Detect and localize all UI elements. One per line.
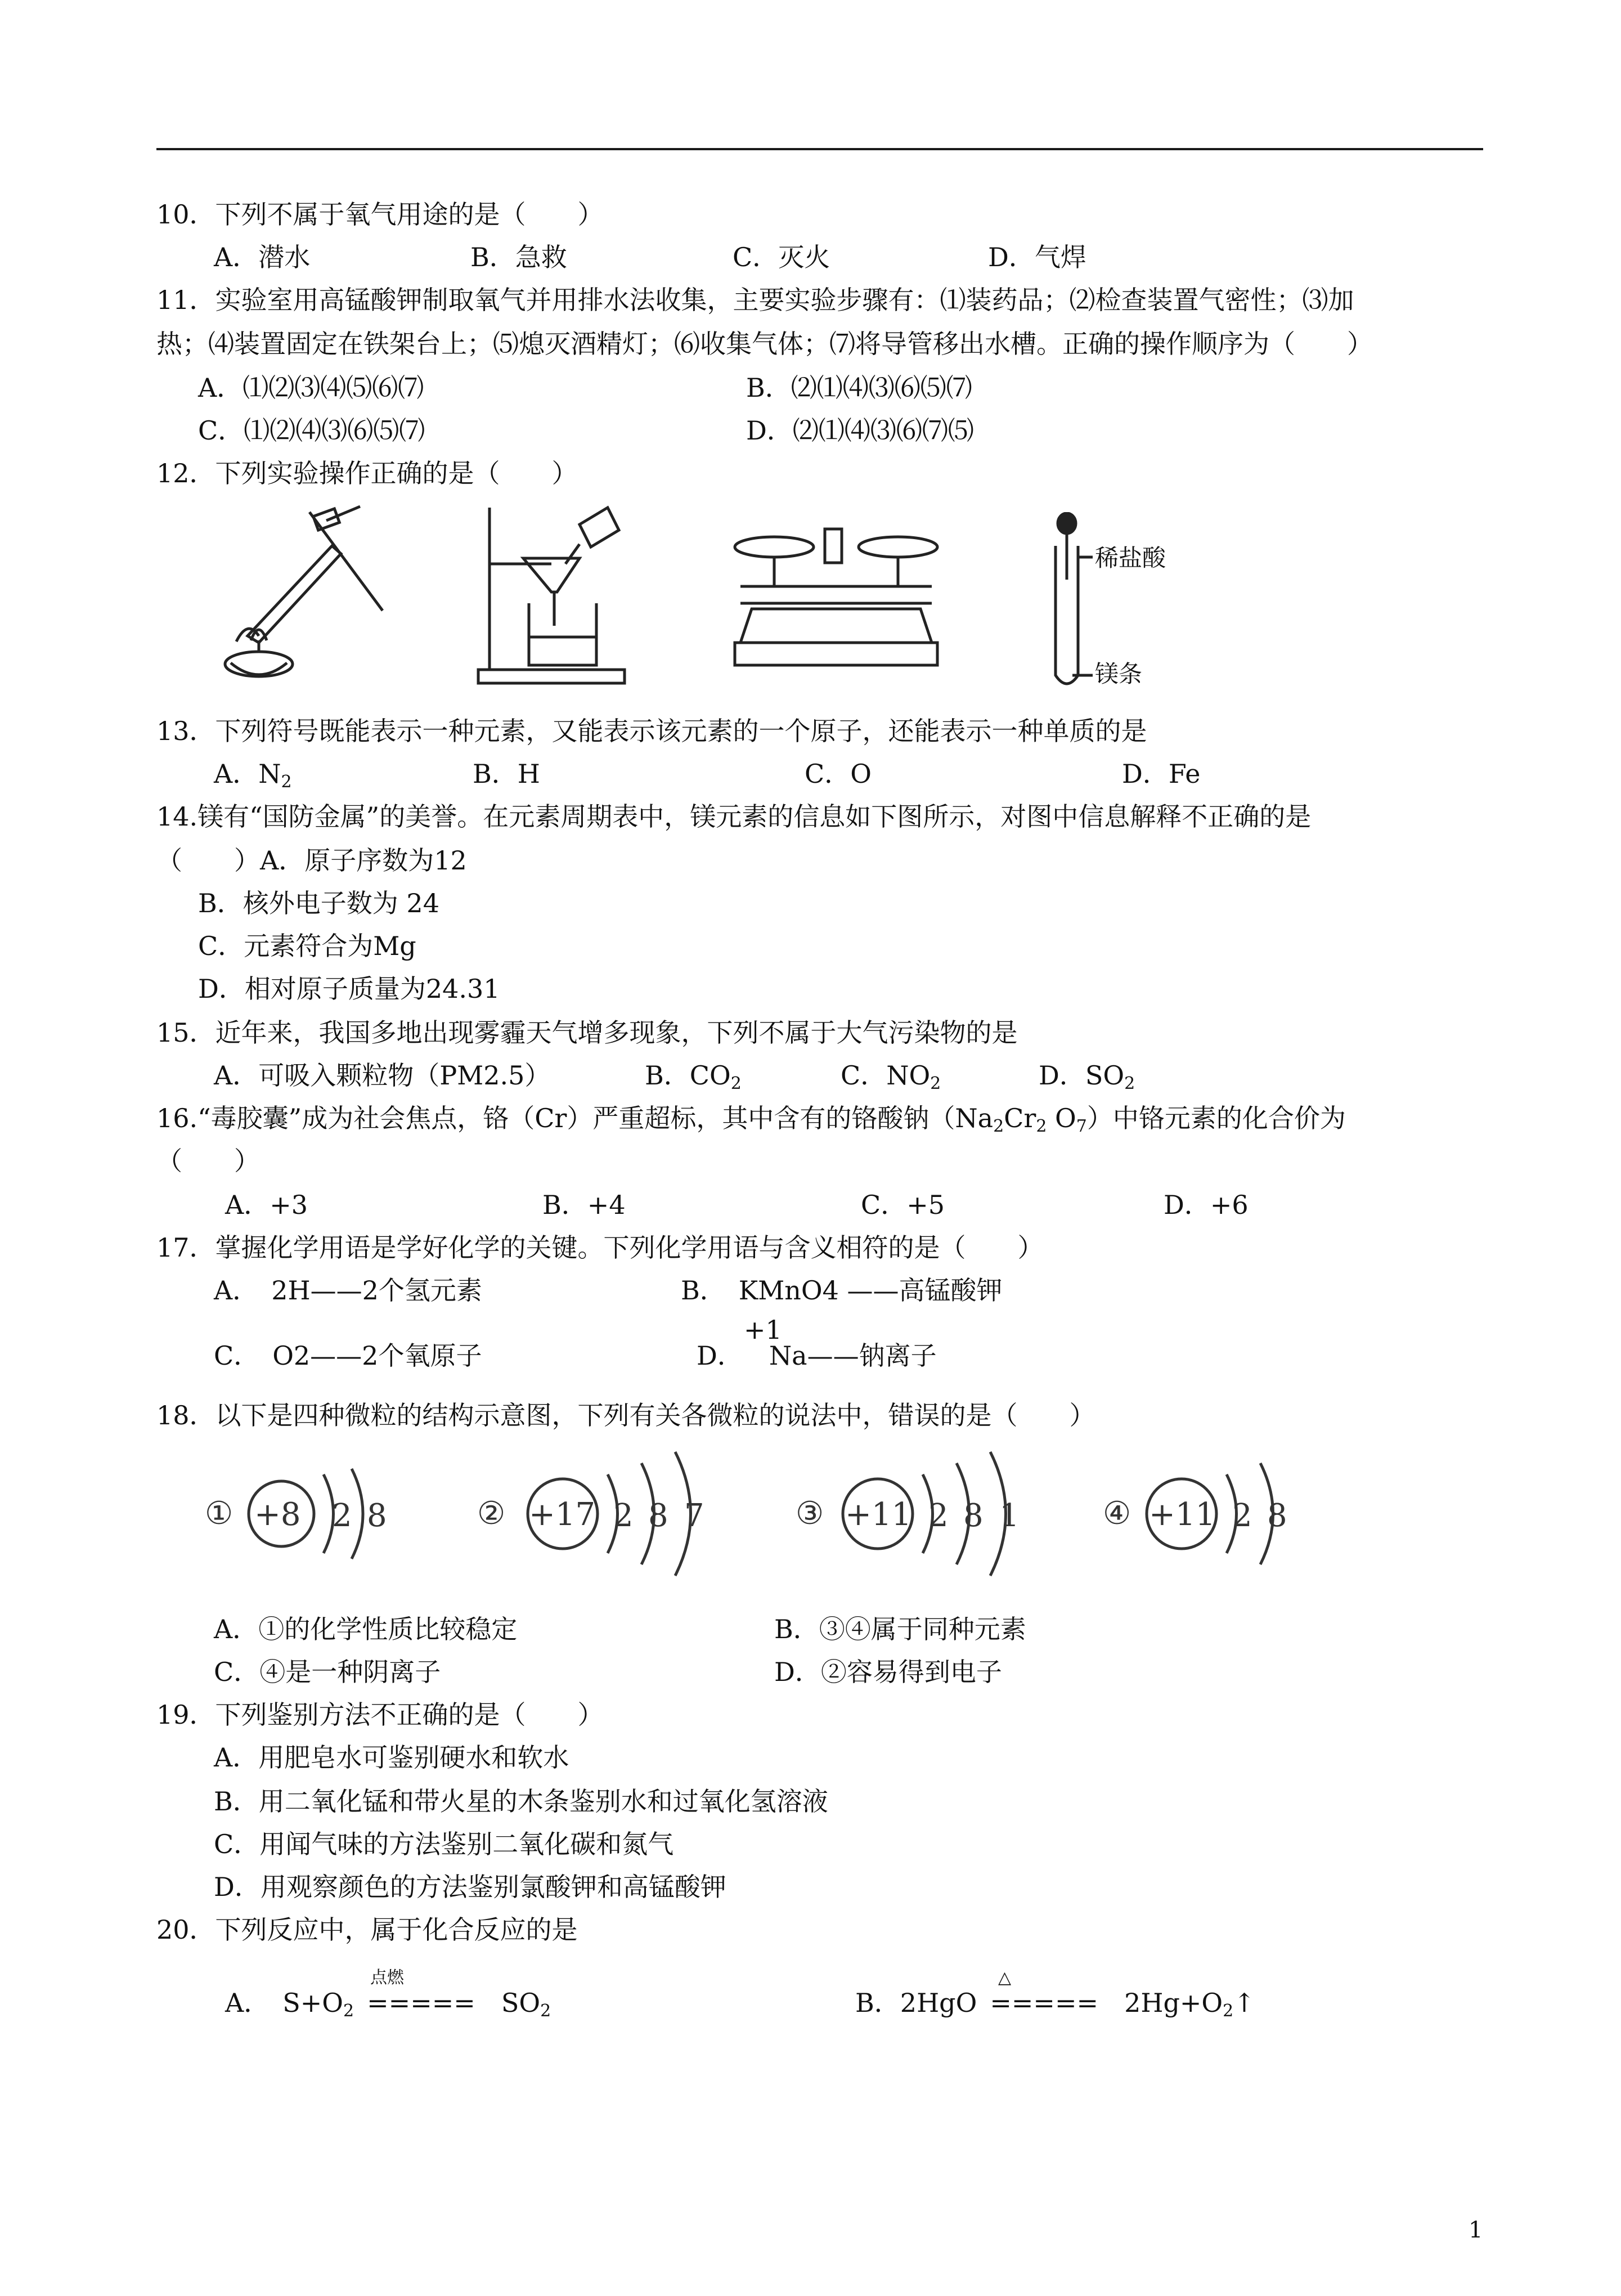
q17-option-d: D． Na——钠离子 [697, 1340, 937, 1371]
q17-stem: 17．掌握化学用语是学好化学的关键。下列化学用语与含义相符的是（ ） [156, 1232, 1044, 1263]
lab-balance-figure [729, 524, 943, 680]
q18-option-c: C．④是一种阴离子 [214, 1657, 441, 1687]
q19-option-c: C．用闻气味的方法鉴别二氧化碳和氮气 [214, 1829, 674, 1859]
particle-4 [1103, 1463, 1287, 1564]
q17-charge-plus1: +1 [744, 1315, 782, 1345]
q15-option-b: B．$CO_2$ [645, 1060, 742, 1093]
q19-option-b: B．用二氧化锰和带火星的木条鉴别水和过氧化氢溶液 [214, 1786, 828, 1817]
q13-stem: 13．下列符号既能表示一种元素，又能表示该元素的一个原子，还能表示一种单质的是 [156, 716, 1147, 746]
q15-option-c: C．$NO_2$ [841, 1060, 941, 1093]
q13-option-a: A．$N_2$ [214, 759, 292, 792]
q10-option-d: D．气焊 [988, 242, 1086, 272]
q20-option-a: A． $S+O_2$ ===== $SO_2$ [225, 1988, 551, 2021]
q13-option-b: B．H [473, 759, 540, 789]
lab-heating-figure [214, 495, 394, 681]
q10-option-a: A．潜水 [214, 242, 311, 272]
svg-text:2: 2 [928, 1497, 949, 1534]
q16-option-a: A．+3 [225, 1190, 308, 1220]
q10-option-c: C．灭火 [733, 242, 830, 272]
svg-text:②: ② [477, 1495, 506, 1532]
q18-stem: 18．以下是四种微粒的结构示意图，下列有关各微粒的说法中，错误的是（ ） [156, 1400, 1095, 1430]
svg-text:2: 2 [613, 1497, 634, 1534]
q16-line2: （ ） [156, 1146, 260, 1176]
q20-stem: 20．下列反应中，属于化合反应的是 [156, 1914, 578, 1945]
svg-text:8: 8 [648, 1497, 668, 1534]
q14-stem: 14.镁有“国防金属”的美誉。在元素周期表中，镁元素的信息如下图所示，对图中信息解释不正确的是 [156, 801, 1312, 832]
q18-option-a: A．①的化学性质比较稳定 [214, 1614, 518, 1644]
q15-option-a: A．可吸入颗粒物（PM2.5） [214, 1060, 551, 1091]
gas-up-arrow-icon: ↑ [1233, 1988, 1255, 2018]
q14-option-b: B．核外电子数为 24 [198, 888, 439, 918]
svg-text:+11: +11 [1149, 1496, 1216, 1533]
svg-text:8: 8 [1267, 1497, 1287, 1534]
q11-option-d: D．⑵⑴⑷⑶⑹⑺⑸ [746, 415, 974, 446]
q11-option-c: C．⑴⑵⑷⑶⑹⑸⑺ [198, 415, 425, 446]
svg-text:8: 8 [963, 1497, 984, 1534]
svg-text:④: ④ [1103, 1495, 1131, 1532]
q14-line2: （ ）A．原子序数为12 [156, 845, 467, 876]
svg-text:+8: +8 [254, 1496, 301, 1533]
q10-option-b: B．急救 [470, 242, 567, 272]
particle-2 [477, 1452, 704, 1576]
q18-option-b: B．③④属于同种元素 [774, 1614, 1026, 1644]
q11-option-a: A．⑴⑵⑶⑷⑸⑹⑺ [198, 373, 424, 403]
atomic-structure-diagrams [203, 1441, 1328, 1587]
q15-stem: 15．近年来，我国多地出现雾霾天气增多现象，下列不属于大气污染物的是 [156, 1017, 1018, 1048]
q17-option-c: C． O2——2个氧原子 [214, 1340, 482, 1371]
q11-option-b: B．⑵⑴⑷⑶⑹⑸⑺ [746, 373, 972, 403]
q17-option-b: B． KMnO4 ——高锰酸钾 [681, 1275, 1003, 1306]
svg-text:1: 1 [999, 1497, 1020, 1534]
q19-stem: 19．下列鉴别方法不正确的是（ ） [156, 1699, 604, 1730]
q12-stem: 12．下列实验操作正确的是（ ） [156, 458, 578, 488]
q13-option-d: D．Fe [1122, 759, 1201, 789]
svg-text:2: 2 [332, 1497, 352, 1534]
particle-3 [796, 1452, 1020, 1576]
lab-filtration-figure [467, 491, 636, 687]
q11-stem-line2: 热；⑷装置固定在铁架台上；⑸熄灭酒精灯；⑹收集气体；⑺将导管移出水槽。正确的操作顺序为（ ） [156, 329, 1373, 359]
q17-option-a: A． 2H——2个氢元素 [214, 1275, 482, 1306]
q16-option-c: C．+5 [861, 1190, 945, 1220]
q15-option-d: D．$SO_2$ [1039, 1060, 1135, 1093]
q18-option-d: D．②容易得到电子 [774, 1657, 1002, 1687]
q16-option-d: D．+6 [1164, 1190, 1249, 1220]
q16-stem: 16.“毒胶囊”成为社会焦点，铬（Cr）严重超标，其中含有的铬酸钠（$Na_2Cr_2$ $O_7$）中铬元素的化合价为 [156, 1103, 1346, 1136]
q20-b-condition: △ [998, 1968, 1012, 1988]
svg-text:2: 2 [1232, 1497, 1252, 1534]
svg-text:8: 8 [367, 1497, 387, 1534]
q10-stem: 10．下列不属于氧气用途的是（ ） [156, 199, 604, 230]
svg-text:①: ① [205, 1495, 234, 1532]
q14-option-c: C．元素符合为Mg [198, 931, 416, 961]
q16-option-b: B．+4 [542, 1190, 626, 1220]
svg-text:7: 7 [684, 1497, 704, 1534]
q19-option-d: D．用观察颜色的方法鉴别氯酸钾和高锰酸钾 [214, 1872, 726, 1902]
svg-text:+17: +17 [529, 1496, 596, 1533]
q19-option-a: A．用肥皂水可鉴别硬水和软水 [214, 1742, 569, 1773]
acid-label: 稀盐酸 [1095, 544, 1166, 572]
q11-stem-line1: 11．实验室用高锰酸钾制取氧气并用排水法收集，主要实验步骤有：⑴装药品；⑵检查装置气密性；⑶加 [156, 285, 1354, 315]
svg-text:+11: +11 [845, 1496, 912, 1533]
lab-test-tube-figure [1050, 512, 1196, 692]
q20-a-condition: 点燃 [370, 1968, 404, 1988]
magnesium-label: 镁条 [1095, 660, 1143, 688]
page-number: 1 [1469, 2217, 1483, 2243]
header-rule [156, 148, 1483, 150]
q14-option-d: D．相对原子质量为24.31 [198, 974, 500, 1004]
q13-option-c: C．O [805, 759, 872, 789]
q20-option-b: B．2HgO ===== $2Hg+O_2↑$ [855, 1988, 1255, 2021]
particle-1 [205, 1469, 387, 1559]
svg-text:③: ③ [796, 1495, 824, 1532]
